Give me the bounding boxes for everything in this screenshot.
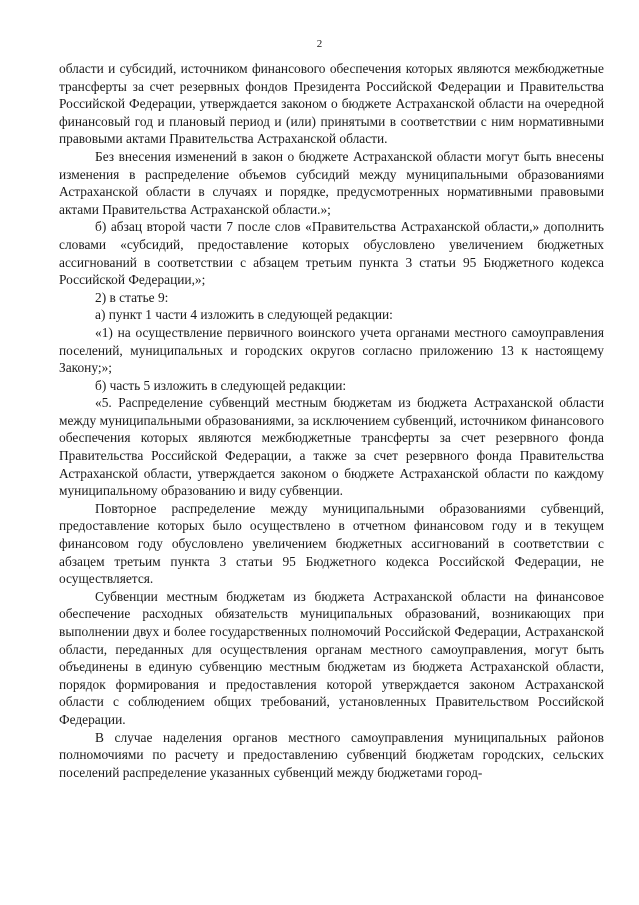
paragraph: Субвенции местным бюджетам из бюджета Астраханской области на финансовое обеспечение расходных обязательств муниципальных образований, возникающих при выполнении двух и более государственных полномочий Российской Федерации, Астраханской области, переданных для осуществления органам местного самоуправления, могут быть объединены в единую субвенцию местным бюджетам из бюджета Астраханской области, порядок формирования и предоставления которой утверждается законом Астраханской области с соблюдением общих требований, установленных Правительством Российской Федерации. [59,588,604,727]
paragraph: 2) в статье 9: [95,289,169,305]
paragraph: «5. Распределение субвенций местным бюджетам из бюджета Астраханской области между муниципальными образованиями, за исключением субвенций, источником финансового обеспечения которых являются межбюджетные трансферты за счет резервного фонда Правительства Российской Федерации, а также за счет резервного фонда Правительства Астраханской области, утверждается законом о бюджете Астраханской области по каждому муниципальному образованию и виду субвенции. [59,395,604,499]
paragraph: В случае наделения органов местного самоуправления муниципальных районов полномочиями по расчету и предоставлению субвенций бюджетам городских, сельских поселений распределение указанных субвенций между бюджетами город- [59,729,604,780]
paragraph: б) абзац второй части 7 после слов «Правительства Астраханской области,» дополнить словами «субсидий, предоставление которых обусловлено увеличением бюджетных ассигнований в соответствии с абзацем третьим пункта 3 статьи 95 Бюджетного кодекса Российской Федерации,»; [59,219,604,288]
document-body [59,60,604,781]
page-number: 2 [316,38,323,50]
paragraph: б) часть 5 изложить в следующей редакции: [95,377,347,393]
paragraph: а) пункт 1 части 4 изложить в следующей редакции: [95,307,393,323]
paragraph: Повторное распределение между муниципальными образованиями субвенций, предоставление которых было осуществлено в отчетном финансовом году и в текущем финансовом году обусловлено увеличением бюджетных ассигнований в соответствии с абзацем третьим пункта 3 статьи 95 Бюджетного кодекса Российской Федерации, не осуществляется. [59,500,604,587]
paragraph: «1) на осуществление первичного воинского учета органами местного самоуправления поселений, муниципальных и городских округов согласно приложению 13 к настоящему Закону;»; [59,324,604,376]
paragraph: Без внесения изменений в закон о бюджете Астраханской области могут быть внесены изменения в распределение объемов субсидий между муниципальными образованиями Астраханской области в случаях и порядке, предусмотренных нормативными правовыми актами Правительства Астраханской области.»; [59,148,604,217]
paragraph: области и субсидий, источником финансового обеспечения которых являются межбюджетные трансферты за счет резервных фондов Президента Российской Федерации и Правительства Российской Федерации, утверждается законом о бюджете Астраханской области на очередной финансовый год и плановый период и (или) принятыми в соответствии с ним нормативными правовыми актами Правительства Астраханской области. [59,61,604,147]
